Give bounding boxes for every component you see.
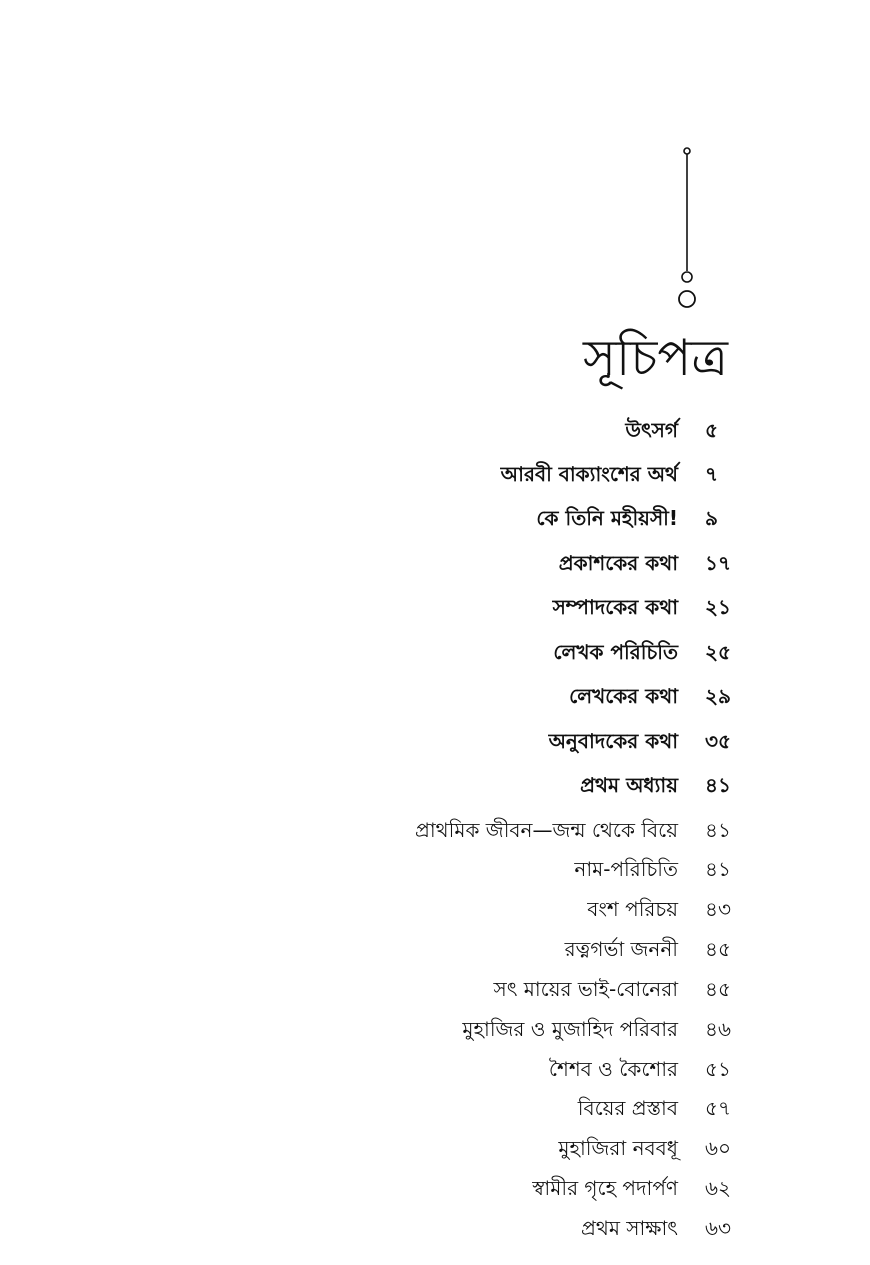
- toc-entry-page-number: ৩৫: [705, 729, 731, 753]
- toc-entry-page-number: ৪৬: [705, 1017, 731, 1041]
- toc-entry-title: প্রথম সাক্ষাৎ: [580, 1216, 678, 1240]
- toc-entry-page-number: ৪৫: [705, 937, 731, 961]
- toc-entry-page-number: ৬০: [705, 1136, 732, 1160]
- toc-entry-page-number: ৪১: [705, 818, 731, 842]
- toc-entry-title: প্রাথমিক জীবন—জন্ম থেকে বিয়ে: [414, 818, 678, 842]
- toc-entry: [0, 723, 870, 759]
- toc-entry-title: আরবী বাক্যাংশের অর্থ: [500, 462, 678, 486]
- toc-entry-page-number: ৫১: [705, 1057, 731, 1081]
- toc-entry: [0, 545, 870, 581]
- toc-entry-title: শৈশব ও কৈশোর: [548, 1057, 678, 1081]
- toc-entry-page-number: ৪১: [705, 773, 731, 797]
- toc-entry-title: নাম-পরিচিতি: [574, 857, 678, 881]
- toc-entry-title: কে তিনি মহীয়সী!: [536, 506, 678, 530]
- toc-entry-title: বংশ পরিচয়: [587, 897, 678, 921]
- toc-entry: [0, 931, 870, 967]
- toc-entry-title: রত্নগর্ভা জননী: [564, 937, 678, 961]
- toc-entry: [0, 678, 870, 714]
- toc-entry-title: সৎ মায়ের ভাই-বোনেরা: [493, 977, 678, 1001]
- toc-entry-page-number: ৬২: [705, 1176, 732, 1200]
- toc-entry-title: অনুবাদকের কথা: [548, 729, 678, 753]
- toc-entry: [0, 812, 870, 848]
- toc-entry-title: লেখক পরিচিতি: [553, 640, 678, 664]
- toc-entry-title: প্রথম অধ্যায়: [580, 773, 678, 797]
- toc-entry-page-number: ৪৩: [705, 897, 731, 921]
- toc-entry: [0, 1210, 870, 1246]
- toc-entry-page-number: ৫৭: [705, 1096, 731, 1120]
- toc-entry-page-number: ৪১: [705, 857, 731, 881]
- toc-entry-page-number: ৯: [705, 506, 718, 530]
- page-title: সূচিপত্র: [583, 329, 728, 387]
- toc-entry: [0, 589, 870, 625]
- toc-entry: [0, 456, 870, 492]
- toc-entry-page-number: ২৯: [705, 684, 731, 708]
- toc-entry-title: সম্পাদকের কথা: [552, 595, 678, 619]
- toc-entry-title: বিয়ের প্রস্তাব: [577, 1096, 678, 1120]
- toc-entry-page-number: ২১: [705, 595, 731, 619]
- toc-entry-page-number: ২৫: [705, 640, 731, 664]
- toc-entry: [0, 767, 870, 803]
- toc-entry-page-number: ১৭: [705, 551, 731, 575]
- toc-entry-page-number: ৫: [705, 418, 718, 442]
- toc-entry: [0, 1051, 870, 1087]
- toc-entry: [0, 412, 870, 448]
- toc-entry-title: প্রকাশকের কথা: [558, 551, 678, 575]
- toc-entry-title: উৎসর্গ: [625, 418, 678, 442]
- toc-entry-title: লেখকের কথা: [569, 684, 678, 708]
- toc-entry: [0, 1130, 870, 1166]
- toc-entry: [0, 971, 870, 1007]
- toc-entry-page-number: ৪৫: [705, 977, 731, 1001]
- toc-entry-title: স্বামীর গৃহে পদার্পণ: [532, 1176, 678, 1200]
- toc-entry: [0, 1170, 870, 1206]
- toc-entry: [0, 634, 870, 670]
- toc-entry-title: মুহাজিরা নববধূ: [558, 1136, 678, 1160]
- toc-entry-title: মুহাজির ও মুজাহিদ পরিবার: [462, 1017, 678, 1041]
- toc-entry: [0, 1011, 870, 1047]
- toc-entry: [0, 851, 870, 887]
- toc-entry-page-number: ৬৩: [705, 1216, 732, 1240]
- toc-entry-page-number: ৭: [705, 462, 719, 486]
- toc-entry: [0, 500, 870, 536]
- toc-entry: [0, 891, 870, 927]
- toc-entry: [0, 1090, 870, 1126]
